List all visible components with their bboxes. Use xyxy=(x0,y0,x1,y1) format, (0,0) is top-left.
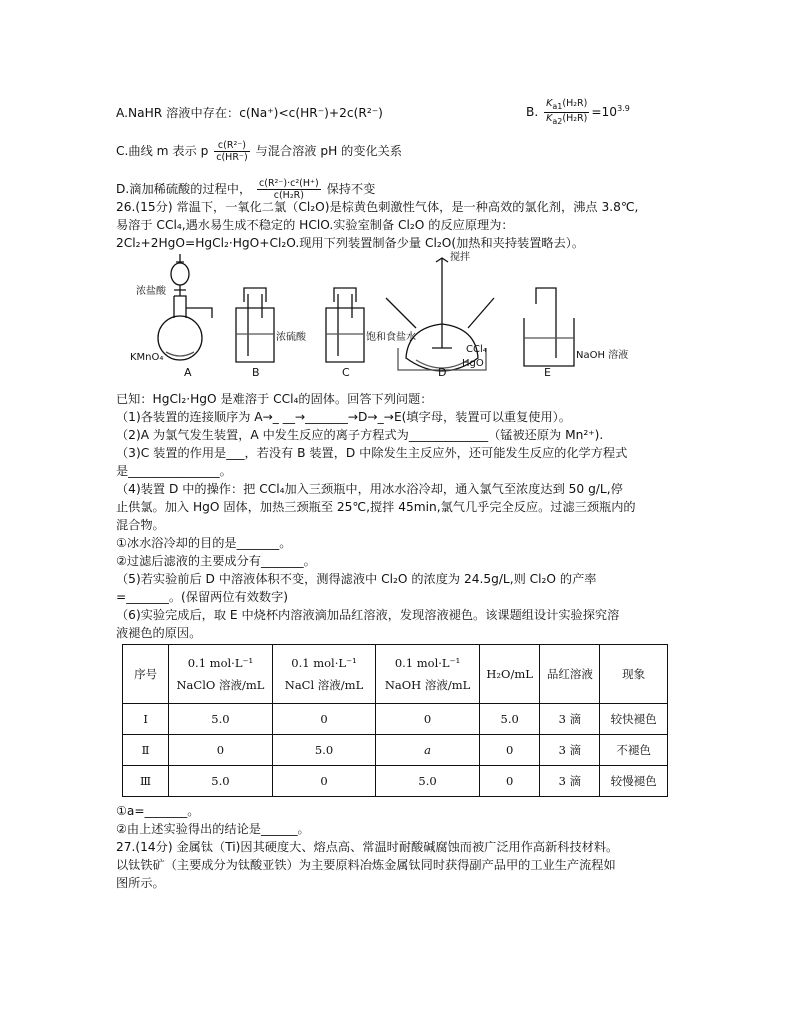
table-cell: 5.0 xyxy=(376,766,480,797)
option-d-fraction: $\frac{\text{c(R²⁻)·c²(H⁺)}}{\text{c(H₂R)}}$ xyxy=(259,178,319,201)
q26-part-4a: （4)装置 D 中的操作：把 CCl₄加入三颈瓶中，用冰水浴冷却，通入氯气至浓度达到 50 g/L,停 xyxy=(116,482,623,496)
table-cell: 3 滴 xyxy=(540,766,600,797)
option-a: A.NaHR 溶液中存在：c(Na⁺)<c(HR⁻)+2c(R²⁻) xyxy=(116,106,383,120)
table-row xyxy=(123,766,668,797)
header-cell: 0.1 mol·L⁻¹ NaOH 溶液/mL xyxy=(376,645,480,704)
letter-a: A xyxy=(184,366,192,379)
apparatus-figure xyxy=(116,248,676,384)
option-c: C.曲线 m 表示 p $\frac{\text{c(R²⁻)}}{c(HR^-)}$ 与混合溶液 pH 的变化关系 xyxy=(116,140,403,163)
table-cell: 0 xyxy=(272,704,376,735)
q26-part-6-sub1: ①a=_______。 xyxy=(116,804,200,818)
header-cell: 序号 xyxy=(123,645,169,704)
letter-b: B xyxy=(252,366,260,379)
letter-d: D xyxy=(438,366,447,379)
table-cell: 5.0 xyxy=(169,704,273,735)
q26-part-4c: 混合物。 xyxy=(116,518,165,532)
q26-part-1: （1)各装置的连接顺序为 A→_ __→_______→D→_→E(填字母，装置可以重复使用）。 xyxy=(116,410,571,424)
experiment-table xyxy=(122,644,668,797)
table-cell: 5.0 xyxy=(169,766,273,797)
q26-line-2: 易溶于 CCl₄,遇水易生成不稳定的 HClO.实验室制备 Cl₂O 的反应原理为： xyxy=(116,218,514,232)
header-cell: 0.1 mol·L⁻¹ NaClO 溶液/mL xyxy=(169,645,273,704)
header-cell: H₂O/mL xyxy=(479,645,540,704)
q26-part-5b: =_______。(保留两位有效数字) xyxy=(116,590,289,604)
q26-part-3a: （3)C 装置的作用是___，若没有 B 装置，D 中除发生主反应外，还可能发生反应的化学方程式 xyxy=(116,446,628,460)
table-cell: 0 xyxy=(272,766,376,797)
q27-line-2: 以钛铁矿（主要成分为钛酸亚铁）为主要原料冶炼金属钛同时获得副产品甲的工业生产流程如 xyxy=(116,858,616,872)
table-cell: 较慢褪色 xyxy=(600,766,668,797)
q26-part-6-sub2: ②由上述实验得出的结论是______。 xyxy=(116,822,310,836)
q27-line-3: 图所示。 xyxy=(116,876,165,890)
q26-part-4-sub1: ①冰水浴冷却的目的是_______。 xyxy=(116,536,292,550)
table-row xyxy=(123,735,668,766)
q26-line-3: 2Cl₂+2HgO=HgCl₂·HgO+Cl₂O.现用下列装置制备少量 Cl₂O(加热和夹持装置略去）。 xyxy=(116,236,585,250)
option-a-row xyxy=(116,98,630,126)
header-cell: 0.1 mol·L⁻¹ NaCl 溶液/mL xyxy=(272,645,376,704)
label-conc-h2so4: 浓硫酸 xyxy=(276,332,306,343)
option-b-fraction: $\frac{K_{a1}(H_2R)}{K_{a2}(H_2R)}$ xyxy=(546,98,588,126)
option-c-fraction: $\frac{\text{c(R²⁻)}}{c(HR^-)}$ xyxy=(216,140,248,163)
table-cell: 5.0 xyxy=(479,704,540,735)
table-row xyxy=(123,704,668,735)
label-conc-hcl: 浓盐酸 xyxy=(136,286,166,297)
q26-part-6a: （6)实验完成后，取 E 中烧杯内溶液滴加品红溶液，发现溶液褪色。该课题组设计实验探究溶 xyxy=(116,608,620,622)
q26-line-1: 26.(15分) 常温下，一氧化二氯（Cl₂O)是棕黄色刺激性气体，是一种高效的氯化剂，沸点 3.8℃, xyxy=(116,200,639,214)
label-naoh: NaOH 溶液 xyxy=(576,350,629,361)
table-cell: a xyxy=(376,735,480,766)
header-cell: 现象 xyxy=(600,645,668,704)
letter-c: C xyxy=(342,366,350,379)
table-cell: 较快褪色 xyxy=(600,704,668,735)
table-cell: 0 xyxy=(169,735,273,766)
table-cell: 0 xyxy=(479,735,540,766)
q26-part-4b: 止供氯。加入 HgO 固体，加热三颈瓶至 25℃,搅拌 45min,氯气几乎完全反应。过滤三颈瓶内的 xyxy=(116,500,636,514)
table-cell: 0 xyxy=(376,704,480,735)
label-hgo: HgO xyxy=(462,358,484,369)
q26-part-2: （2)A 为氯气发生装置，A 中发生反应的离子方程式为_____________（锰被还原为 Mn²⁺). xyxy=(116,428,604,442)
q26-part-4-sub2: ②过滤后滤液的主要成分有_______。 xyxy=(116,554,316,568)
q26-part-3b: 是_______________。 xyxy=(116,464,232,478)
table-cell: 0 xyxy=(479,766,540,797)
q27-line-1: 27.(14分) 金属钛（Ti)因其硬度大、熔点高、常温时耐酸碱腐蚀而被广泛用作高新科技材料。 xyxy=(116,840,619,854)
table-cell: Ⅰ xyxy=(123,704,169,735)
label-sat-nacl: 饱和食盐水 xyxy=(366,332,416,343)
label-stir: 搅拌 xyxy=(450,252,470,263)
table-cell: 3 滴 xyxy=(540,704,600,735)
header-cell: 品红溶液 xyxy=(540,645,600,704)
label-kmno4: KMnO₄ xyxy=(130,352,164,363)
q26-part-5a: （5)若实验前后 D 中溶液体积不变，测得滤液中 Cl₂O 的浓度为 24.5g/L,则 Cl₂O 的产率 xyxy=(116,572,597,586)
label-ccl4: CCl₄ xyxy=(466,344,487,355)
table-cell: Ⅲ xyxy=(123,766,169,797)
q26-part-6b: 液褪色的原因。 xyxy=(116,626,202,640)
apparatus-drawing xyxy=(116,248,676,384)
table-header-row xyxy=(123,645,668,704)
q26-known: 已知：HgCl₂·HgO 是难溶于 CCl₄的固体。回答下列问题： xyxy=(116,392,433,406)
table-cell: 5.0 xyxy=(272,735,376,766)
option-d: D.滴加稀硫酸的过程中， $\frac{\text{c(R²⁻)·c²(H⁺)}}{\text{c(H₂R)}}$ 保持不变 xyxy=(116,178,376,201)
table-cell: Ⅱ xyxy=(123,735,169,766)
table-cell: 不褪色 xyxy=(600,735,668,766)
table-cell: 3 滴 xyxy=(540,735,600,766)
option-b: B. $\frac{K_{a1}(H_2R)}{K_{a2}(H_2R)}$ $=10^{3.9}$ xyxy=(526,98,630,126)
letter-e: E xyxy=(544,366,551,379)
